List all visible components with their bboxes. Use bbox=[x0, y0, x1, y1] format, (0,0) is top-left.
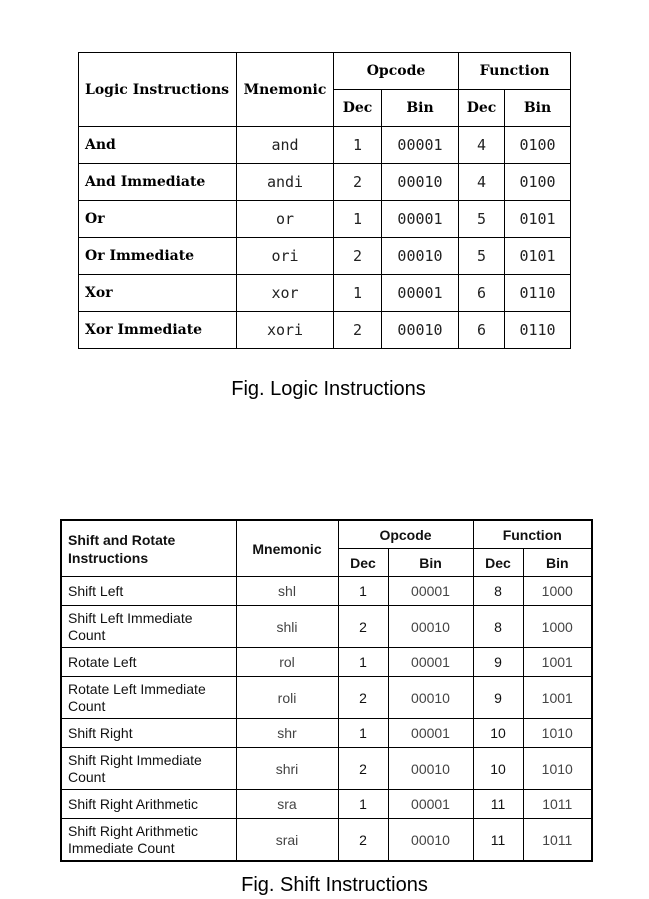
name-line: Count bbox=[68, 697, 106, 714]
opcode-bin-cell: 00001 bbox=[388, 648, 473, 677]
mnemonic-cell: shli bbox=[236, 606, 338, 648]
opcode-bin-cell: 00001 bbox=[388, 790, 473, 819]
mnemonic-cell: xori bbox=[237, 312, 334, 349]
function-bin-cell: 1000 bbox=[523, 606, 592, 648]
mnemonic-cell: sra bbox=[236, 790, 338, 819]
instruction-name bbox=[61, 790, 236, 819]
opcode-bin-cell: 00010 bbox=[388, 606, 473, 648]
table-row bbox=[61, 577, 592, 606]
opcode-dec-cell: 1 bbox=[338, 577, 388, 606]
table-row bbox=[61, 719, 592, 748]
table-row bbox=[61, 748, 592, 790]
instruction-name: Xor Immediate bbox=[79, 312, 237, 349]
mnemonic-cell: ori bbox=[237, 238, 334, 275]
function-bin-cell: 0110 bbox=[505, 275, 571, 312]
opcode-dec-cell: 2 bbox=[338, 819, 388, 862]
opcode-bin-cell: 00001 bbox=[382, 275, 459, 312]
function-dec-cell: 6 bbox=[459, 312, 505, 349]
function-dec-cell: 5 bbox=[459, 201, 505, 238]
function-bin-cell: 0101 bbox=[505, 238, 571, 275]
opcode-dec-cell: 1 bbox=[338, 719, 388, 748]
function-bin-cell: 1011 bbox=[523, 790, 592, 819]
shift-table-caption: Fig. Shift Instructions bbox=[241, 874, 428, 896]
function-dec-cell: 5 bbox=[459, 238, 505, 275]
header-line: Instructions bbox=[68, 549, 149, 566]
function-dec-cell: 9 bbox=[473, 648, 523, 677]
table-row bbox=[61, 790, 592, 819]
opcode-dec-cell: 2 bbox=[338, 606, 388, 648]
table-header-row bbox=[79, 53, 571, 90]
table-row bbox=[61, 819, 592, 862]
mnemonic-cell: or bbox=[237, 201, 334, 238]
opcode-dec-cell: 2 bbox=[334, 164, 382, 201]
opcode-dec-cell: 1 bbox=[334, 275, 382, 312]
mnemonic-cell: andi bbox=[237, 164, 334, 201]
name-line: Shift Right Immediate bbox=[68, 751, 202, 768]
function-bin-cell: 0101 bbox=[505, 201, 571, 238]
table-row bbox=[79, 312, 571, 349]
function-dec-cell: 8 bbox=[473, 577, 523, 606]
function-bin-cell: 1001 bbox=[523, 648, 592, 677]
header-line: Shift and Rotate bbox=[68, 531, 176, 548]
opcode-bin-cell: 00010 bbox=[388, 748, 473, 790]
table-row bbox=[61, 677, 592, 719]
name-line: Count bbox=[68, 768, 106, 785]
opcode-dec-cell: 1 bbox=[338, 790, 388, 819]
logic-instructions-table bbox=[78, 52, 571, 349]
opcode-bin-cell: 00001 bbox=[388, 719, 473, 748]
opcode-bin-cell: 00001 bbox=[382, 127, 459, 164]
function-bin-cell: 1010 bbox=[523, 748, 592, 790]
table-row bbox=[79, 275, 571, 312]
opcode-bin-cell: 00010 bbox=[382, 312, 459, 349]
name-line: Count bbox=[68, 626, 106, 643]
name-line: Shift Right Arithmetic bbox=[68, 822, 198, 839]
header-function: Function bbox=[473, 520, 592, 549]
header-opcode-bin: Bin bbox=[388, 549, 473, 577]
function-dec-cell: 4 bbox=[459, 127, 505, 164]
header-shift-rotate-instructions bbox=[61, 520, 236, 577]
function-bin-cell: 0100 bbox=[505, 164, 571, 201]
opcode-bin-cell: 00010 bbox=[382, 164, 459, 201]
instruction-name bbox=[61, 819, 236, 862]
instruction-name bbox=[61, 677, 236, 719]
name-line: Shift Left bbox=[68, 582, 124, 599]
shift-instructions-table bbox=[60, 519, 593, 862]
opcode-bin-cell: 00010 bbox=[388, 677, 473, 719]
function-dec-cell: 8 bbox=[473, 606, 523, 648]
opcode-dec-cell: 2 bbox=[334, 312, 382, 349]
mnemonic-cell: srai bbox=[236, 819, 338, 862]
name-line: Rotate Left Immediate bbox=[68, 680, 206, 697]
logic-table-caption: Fig. Logic Instructions bbox=[231, 378, 426, 400]
name-line: Shift Right Arithmetic bbox=[68, 795, 198, 812]
header-opcode: Opcode bbox=[334, 53, 459, 90]
mnemonic-cell: shri bbox=[236, 748, 338, 790]
table-row bbox=[79, 238, 571, 275]
table-row bbox=[79, 164, 571, 201]
function-dec-cell: 9 bbox=[473, 677, 523, 719]
opcode-dec-cell: 2 bbox=[338, 748, 388, 790]
mnemonic-cell: roli bbox=[236, 677, 338, 719]
function-bin-cell: 1011 bbox=[523, 819, 592, 862]
header-opcode: Opcode bbox=[338, 520, 473, 549]
function-dec-cell: 10 bbox=[473, 719, 523, 748]
instruction-name bbox=[61, 648, 236, 677]
mnemonic-cell: rol bbox=[236, 648, 338, 677]
function-dec-cell: 11 bbox=[473, 819, 523, 862]
instruction-name bbox=[61, 606, 236, 648]
table-row bbox=[61, 648, 592, 677]
name-line: Immediate Count bbox=[68, 839, 175, 856]
function-bin-cell: 1010 bbox=[523, 719, 592, 748]
name-line: Rotate Left bbox=[68, 653, 137, 670]
opcode-bin-cell: 00001 bbox=[388, 577, 473, 606]
header-opcode-bin: Bin bbox=[382, 90, 459, 127]
instruction-name bbox=[61, 719, 236, 748]
header-opcode-dec: Dec bbox=[338, 549, 388, 577]
opcode-bin-cell: 00010 bbox=[388, 819, 473, 862]
instruction-name: And Immediate bbox=[79, 164, 237, 201]
opcode-bin-cell: 00001 bbox=[382, 201, 459, 238]
opcode-dec-cell: 2 bbox=[334, 238, 382, 275]
header-opcode-dec: Dec bbox=[334, 90, 382, 127]
opcode-dec-cell: 2 bbox=[338, 677, 388, 719]
function-dec-cell: 6 bbox=[459, 275, 505, 312]
mnemonic-cell: shr bbox=[236, 719, 338, 748]
function-bin-cell: 0110 bbox=[505, 312, 571, 349]
instruction-name: Or bbox=[79, 201, 237, 238]
header-mnemonic: Mnemonic bbox=[237, 53, 334, 127]
table-header-row bbox=[61, 520, 592, 549]
header-mnemonic: Mnemonic bbox=[236, 520, 338, 577]
function-dec-cell: 11 bbox=[473, 790, 523, 819]
header-function: Function bbox=[459, 53, 571, 90]
mnemonic-cell: and bbox=[237, 127, 334, 164]
instruction-name bbox=[61, 748, 236, 790]
header-function-bin: Bin bbox=[523, 549, 592, 577]
opcode-dec-cell: 1 bbox=[338, 648, 388, 677]
table-row bbox=[79, 127, 571, 164]
opcode-dec-cell: 1 bbox=[334, 201, 382, 238]
header-function-dec: Dec bbox=[473, 549, 523, 577]
opcode-bin-cell: 00010 bbox=[382, 238, 459, 275]
header-function-dec: Dec bbox=[459, 90, 505, 127]
mnemonic-cell: xor bbox=[237, 275, 334, 312]
function-bin-cell: 1000 bbox=[523, 577, 592, 606]
table-row bbox=[79, 201, 571, 238]
instruction-name: Or Immediate bbox=[79, 238, 237, 275]
instruction-name bbox=[61, 577, 236, 606]
function-dec-cell: 10 bbox=[473, 748, 523, 790]
table-row bbox=[61, 606, 592, 648]
function-dec-cell: 4 bbox=[459, 164, 505, 201]
name-line: Shift Left Immediate bbox=[68, 609, 193, 626]
header-function-bin: Bin bbox=[505, 90, 571, 127]
header-logic-instructions: Logic Instructions bbox=[79, 53, 237, 127]
opcode-dec-cell: 1 bbox=[334, 127, 382, 164]
function-bin-cell: 0100 bbox=[505, 127, 571, 164]
instruction-name: Xor bbox=[79, 275, 237, 312]
name-line: Shift Right bbox=[68, 724, 133, 741]
mnemonic-cell: shl bbox=[236, 577, 338, 606]
instruction-name: And bbox=[79, 127, 237, 164]
function-bin-cell: 1001 bbox=[523, 677, 592, 719]
